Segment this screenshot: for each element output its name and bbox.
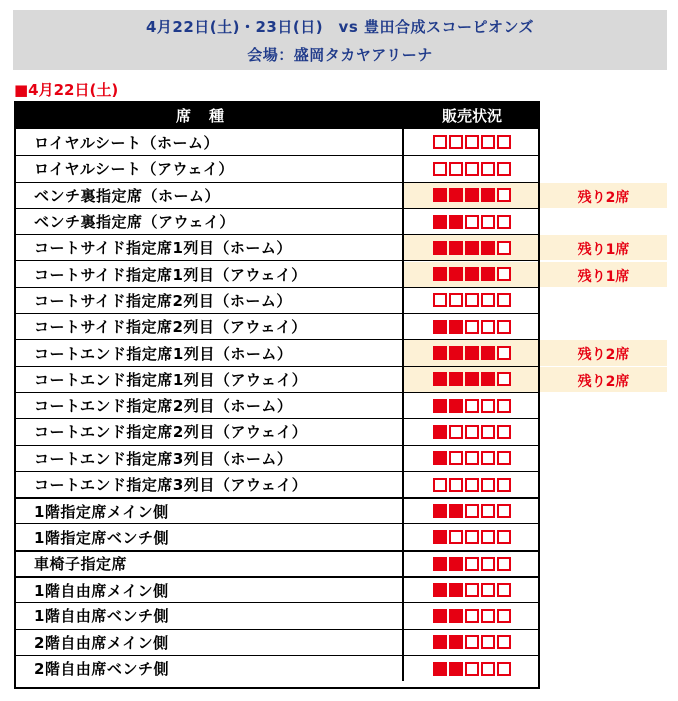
sold-square [481,241,495,255]
available-square [449,451,463,465]
seat-name: 2階自由席メイン側 [34,633,169,652]
event-title: 4月22日(土)・23日(日) vs 豊田合成スコーピオンズ [145,18,535,36]
available-square [465,293,479,307]
available-square [481,425,495,439]
available-square [497,215,511,229]
table-row [16,523,538,549]
available-square [465,425,479,439]
sold-square [465,346,479,360]
sold-square [465,267,479,281]
available-square [449,425,463,439]
available-square [481,557,495,571]
table-row [16,550,538,576]
sold-square [449,372,463,386]
table-row [16,313,538,339]
seat-name: 2階自由席ベンチ側 [34,660,169,679]
remaining-seats-label: 残り1席 [577,242,630,259]
available-square [433,293,447,307]
sold-square [433,399,447,413]
available-square [497,425,511,439]
available-square [465,583,479,597]
table-row [16,392,538,418]
seat-name: コートエンド指定席1列目（ホーム） [34,344,293,363]
sold-square [433,557,447,571]
available-square [497,451,511,465]
seat-name: ロイヤルシート（ホーム） [34,133,220,152]
sold-square [433,425,447,439]
available-square [481,504,495,518]
sold-square [449,267,463,281]
sold-square [433,188,447,202]
available-square [481,162,495,176]
sold-square [449,557,463,571]
seat-name: 1階指定席ベンチ側 [34,528,169,547]
available-square [465,215,479,229]
table-row [16,208,538,234]
seat-name: 車椅子指定席 [34,555,128,574]
sold-square [433,530,447,544]
availability-indicator [404,288,540,313]
table-row [16,602,538,628]
availability-indicator [404,524,540,549]
sold-square [449,504,463,518]
available-square [465,609,479,623]
available-square [497,320,511,334]
availability-indicator [404,419,540,444]
seat-name: コートエンド指定席1列目（アウェイ） [34,370,308,389]
sold-square [449,241,463,255]
seat-name: コートエンド指定席2列目（ホーム） [34,397,293,416]
seat-name: 1階自由席ベンチ側 [34,607,169,626]
seat-name: コートエンド指定席3列目（アウェイ） [34,476,308,494]
available-square [497,267,511,281]
table-row [16,418,538,444]
available-square [465,399,479,413]
available-square [465,451,479,465]
sold-square [433,609,447,623]
seat-name: ベンチ裏指定席（ホーム） [34,186,221,205]
table-row [16,445,538,471]
seat-name: コートサイド指定席1列目（ホーム） [34,239,292,258]
table-row [16,471,538,497]
available-square [497,583,511,597]
table-row [16,366,538,392]
sold-square [449,320,463,334]
sold-square [449,583,463,597]
sold-square [449,399,463,413]
table-row [16,576,538,602]
available-square [433,162,447,176]
available-square [497,293,511,307]
table-row [16,339,538,365]
sold-square [433,267,447,281]
available-square [481,530,495,544]
availability-indicator [404,472,540,497]
available-square [465,162,479,176]
available-square [481,293,495,307]
available-square [497,530,511,544]
remaining-seats-label: 残り2席 [577,373,630,390]
remaining-seats-label: 残り2席 [577,347,630,364]
sold-square [433,662,447,676]
sold-square [449,609,463,623]
availability-indicator [404,314,540,339]
seat-availability-table [14,101,540,689]
available-square [465,320,479,334]
sold-square [433,215,447,229]
availability-indicator [404,552,540,576]
availability-indicator [404,603,540,628]
sold-square [449,662,463,676]
table-row [16,129,538,155]
available-square [481,635,495,649]
available-square [465,557,479,571]
available-square [497,662,511,676]
sold-square [465,188,479,202]
available-square [497,478,511,492]
seat-name: コートサイド指定席2列目（アウェイ） [34,318,307,337]
available-square [497,372,511,386]
sold-square [433,504,447,518]
date-label: ■4月22日(土) [14,81,119,99]
available-square [497,135,511,149]
available-square [433,135,447,149]
available-square [481,609,495,623]
available-square [497,557,511,571]
availability-indicator [404,340,540,365]
table-body [16,129,538,681]
sold-square [433,583,447,597]
availability-indicator [404,578,540,602]
table-row [16,629,538,655]
available-square [481,662,495,676]
remaining-seats-label: 残り2席 [577,189,630,206]
available-square [433,478,447,492]
sold-square [433,451,447,465]
available-square [449,530,463,544]
availability-indicator [404,183,540,208]
available-square [497,241,511,255]
table-row [16,497,538,523]
table-row [16,260,538,286]
available-square [449,293,463,307]
seat-name: コートサイド指定席1列目（アウェイ） [34,265,307,284]
seat-name: コートサイド指定席2列目（ホーム） [34,291,292,310]
available-square [465,135,479,149]
sold-square [449,635,463,649]
available-square [497,504,511,518]
available-square [497,399,511,413]
available-square [497,609,511,623]
availability-indicator [404,367,540,392]
availability-indicator [404,630,540,655]
sold-square [449,346,463,360]
available-square [449,135,463,149]
availability-indicator [404,446,540,471]
column-header-seat: 席種 [175,107,242,125]
sold-square [481,188,495,202]
seat-name: コートエンド指定席2列目（アウェイ） [34,423,308,442]
available-square [465,635,479,649]
availability-indicator [404,393,540,418]
available-square [497,188,511,202]
available-square [497,162,511,176]
sold-square [481,267,495,281]
seat-name: 1階自由席メイン側 [34,581,169,600]
available-square [481,215,495,229]
table-row [16,182,538,208]
seat-name: 1階指定席メイン側 [34,502,169,521]
table-row [16,155,538,181]
event-header [13,10,667,70]
available-square [481,135,495,149]
available-square [481,583,495,597]
sold-square [465,372,479,386]
table-row [16,287,538,313]
seat-name: ベンチ裏指定席（アウェイ） [34,213,235,232]
available-square [497,346,511,360]
available-square [465,478,479,492]
available-square [481,451,495,465]
sold-square [481,346,495,360]
available-square [449,162,463,176]
table-row [16,234,538,260]
available-square [465,530,479,544]
availability-indicator [404,156,540,181]
available-square [497,635,511,649]
availability-indicator [404,499,540,523]
available-square [449,478,463,492]
sold-square [433,372,447,386]
sold-square [433,320,447,334]
sold-square [433,241,447,255]
table-row [16,655,538,681]
seat-name: ロイヤルシート（アウェイ） [34,160,234,179]
availability-indicator [404,656,540,681]
available-square [481,478,495,492]
column-header-status: 販売状況 [441,107,502,125]
available-square [465,504,479,518]
available-square [465,662,479,676]
sold-square [433,635,447,649]
availability-indicator [404,261,540,286]
available-square [481,320,495,334]
available-square [481,399,495,413]
table-header [16,103,538,129]
sold-square [481,372,495,386]
sold-square [433,346,447,360]
sold-square [465,241,479,255]
event-venue: 会場：盛岡タカヤアリーナ [247,46,433,64]
seat-name: コートエンド指定席3列目（ホーム） [34,449,293,468]
remaining-seats-label: 残り1席 [577,268,630,285]
availability-indicator [404,209,540,234]
availability-indicator [404,235,540,260]
sold-square [449,188,463,202]
sold-square [449,215,463,229]
availability-indicator [404,129,540,155]
